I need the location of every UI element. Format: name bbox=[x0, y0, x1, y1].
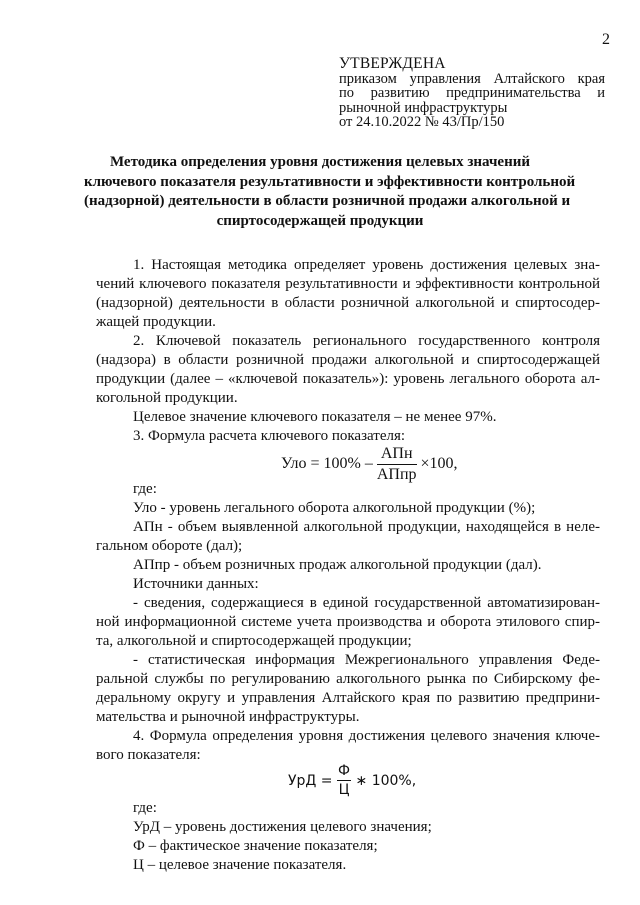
body-line: ральной службы по регулированию алкогольного рынка по Сибирскому фе- bbox=[96, 671, 600, 687]
body-line: ной информационной системе учета производства и оборота этилового спир- bbox=[96, 614, 600, 630]
formula2-denominator: Ц bbox=[338, 782, 350, 798]
body-line: 3. Формула расчета ключевого показателя: bbox=[133, 428, 406, 444]
approval-line: от 24.10.2022 № 43/Пр/150 bbox=[339, 114, 505, 130]
body-line: 1. Настоящая методика определяет уровень достижения целевых зна- bbox=[133, 257, 600, 273]
approval-block bbox=[339, 57, 605, 130]
body-line: гальном обороте (дал); bbox=[96, 538, 243, 554]
body-line: Уло - уровень легального оборота алкогольной продукции (%); bbox=[133, 500, 536, 516]
formula2-numerator: Ф bbox=[338, 763, 351, 779]
body-line: (надзорной) деятельности в области розничной алкогольной и спиртосодер- bbox=[96, 295, 600, 311]
approval-title: УТВЕРЖДЕНА bbox=[339, 55, 446, 72]
body-line: Ц – целевое значение показателя. bbox=[133, 857, 347, 873]
body-line: продукции (далее – «ключевой показатель»): уровень легального оборота ал- bbox=[96, 371, 600, 387]
body-line: - сведения, содержащиеся в единой государственной автоматизирован- bbox=[133, 595, 600, 611]
title-line: Методика определения уровня достижения целевых значений bbox=[109, 154, 531, 170]
body-line: та, алкогольной и спиртосодержащей продукции; bbox=[96, 633, 412, 649]
formula2-rhs: ∗ 100%, bbox=[355, 773, 417, 789]
formula2-lhs: УрД = bbox=[288, 773, 333, 789]
body-line: 2. Ключевой показатель регионального государственного контроля bbox=[133, 333, 600, 349]
body-line: 4. Формула определения уровня достижения целевого значения ключе- bbox=[133, 728, 600, 744]
body-line: - статистическая информация Межрегионального управления Феде- bbox=[133, 652, 600, 668]
body-line: мательства и рыночной инфраструктуры. bbox=[96, 709, 360, 725]
formula1-lhs: Уло = 100% – bbox=[281, 455, 373, 473]
formula-legal-turnover bbox=[281, 445, 458, 484]
document-title bbox=[84, 153, 576, 231]
formula2-fraction bbox=[337, 763, 351, 799]
body-line: Целевое значение ключевого показателя – не менее 97%. bbox=[133, 409, 497, 425]
title-line: спиртосодержащей продукции bbox=[216, 212, 424, 229]
title-line: (надзорной) деятельности в области розничной продажи алкогольной и bbox=[84, 193, 571, 209]
title-line: ключевого показателя результативности и эффективности контрольной bbox=[84, 173, 576, 190]
body-line: где: bbox=[133, 481, 157, 497]
body-line: УрД – уровень достижения целевого значения; bbox=[133, 819, 432, 835]
body-line: деральному округу и управления Алтайского края по развитию предприни- bbox=[96, 690, 600, 706]
approval-line: по развитию предпринимательства и bbox=[339, 85, 605, 101]
body-line: АПн - объем выявленной алкогольной продукции, находящейся в неле- bbox=[133, 519, 600, 535]
body-line: АПпр - объем розничных продаж алкогольной продукции (дал). bbox=[133, 557, 542, 573]
body-line: Источники данных: bbox=[133, 576, 259, 592]
page-number: 2 bbox=[602, 31, 610, 48]
approval-line: приказом управления Алтайского края bbox=[339, 70, 605, 87]
formula1-numerator: АПн bbox=[377, 445, 417, 465]
formula-achievement-level bbox=[288, 763, 416, 799]
formula1-denominator: АПпр bbox=[376, 466, 417, 483]
body-line: когольной продукции. bbox=[96, 390, 238, 406]
approval-line: рыночной инфраструктуры bbox=[339, 99, 508, 116]
body-line: (надзора) в области розничной продажи алкогольной и спиртосодержащей bbox=[96, 352, 600, 368]
body-line: чений ключевого показателя результативности и эффективности контрольной bbox=[96, 276, 600, 292]
body-line: вого показателя: bbox=[96, 747, 201, 763]
formula1-rhs: ×100, bbox=[420, 455, 458, 473]
body-line: Ф – фактическое значение показателя; bbox=[133, 838, 378, 854]
body-line: где: bbox=[133, 800, 157, 816]
formula1-fraction bbox=[377, 445, 417, 484]
body-line: жащей продукции. bbox=[96, 314, 216, 330]
